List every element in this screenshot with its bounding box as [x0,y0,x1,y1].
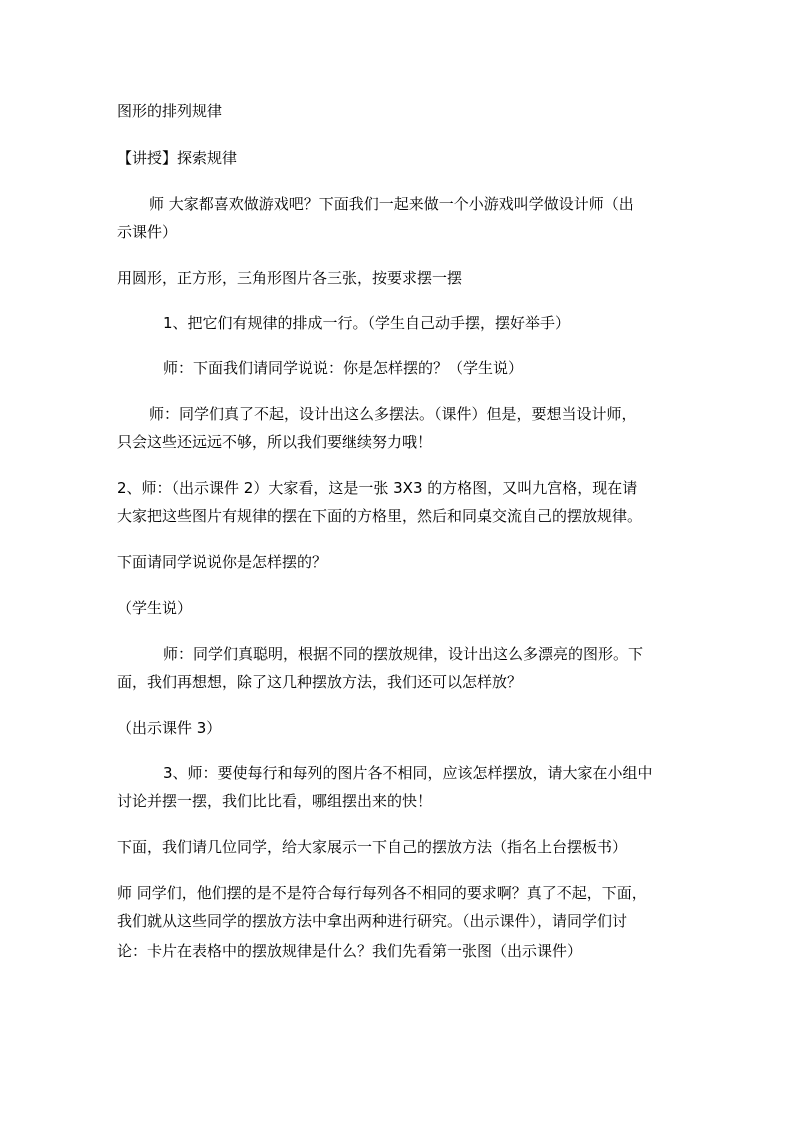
paragraph-line: （学生说） [117,599,193,617]
paragraph-line: 师 同学们，他们摆的是不是符合每行每列各不相同的要求啊？真了不起，下面， [117,884,647,902]
paragraph-line: 讨论并摆一摆，我们比比看，哪组摆出来的快！ [117,792,433,810]
document-title: 图形的排列规律 [117,102,223,120]
paragraph-line: 3、师：要使每行和每列的图片各不相同，应该怎样摆放，请大家在小组中 [163,764,653,782]
paragraph-line: 师 大家都喜欢做游戏吧？下面我们一起来做一个小游戏叫学做设计师（出 [149,195,634,213]
paragraph-line: （出示课件 3） [117,719,222,737]
section-heading: 【讲授】探索规律 [117,149,238,167]
paragraph-line: 师：同学们真聪明，根据不同的摆放规律，设计出这么多漂亮的图形。下 [163,645,644,663]
paragraph-line: 只会这些还远远不够，所以我们要继续努力哦！ [117,433,433,451]
paragraph-line: 面，我们再想想，除了这几种摆放方法，我们还可以怎样放？ [117,673,523,691]
paragraph-line: 示课件） [117,223,178,241]
paragraph-line: 下面请同学说说你是怎样摆的？ [117,553,328,571]
paragraph-line: 师：下面我们请同学说说：你是怎样摆的？（学生说） [163,359,524,377]
paragraph-line: 师：同学们真了不起，设计出这么多摆法。（课件）但是，要想当设计师， [149,405,637,423]
paragraph-line: 用圆形，正方形，三角形图片各三张，按要求摆一摆 [117,269,463,287]
paragraph-line: 1、把它们有规律的排成一行。（学生自己动手摆，摆好举手） [163,314,571,332]
paragraph-line: 论：卡片在表格中的摆放规律是什么？我们先看第一张图（出示课件） [117,942,583,960]
paragraph-line: 大家把这些图片有规律的摆在下面的方格里，然后和同桌交流自己的摆放规律。 [117,507,643,525]
paragraph-line: 我们就从这些同学的摆放方法中拿出两种进行研究。（出示课件），请同学们讨 [117,912,628,930]
paragraph-line: 2、师：（出示课件 2）大家看，这是一张 3X3 的方格图，又叫九宫格，现在请 [117,479,638,497]
paragraph-line: 下面，我们请几位同学，给大家展示一下自己的摆放方法（指名上台摆板书） [117,838,628,856]
